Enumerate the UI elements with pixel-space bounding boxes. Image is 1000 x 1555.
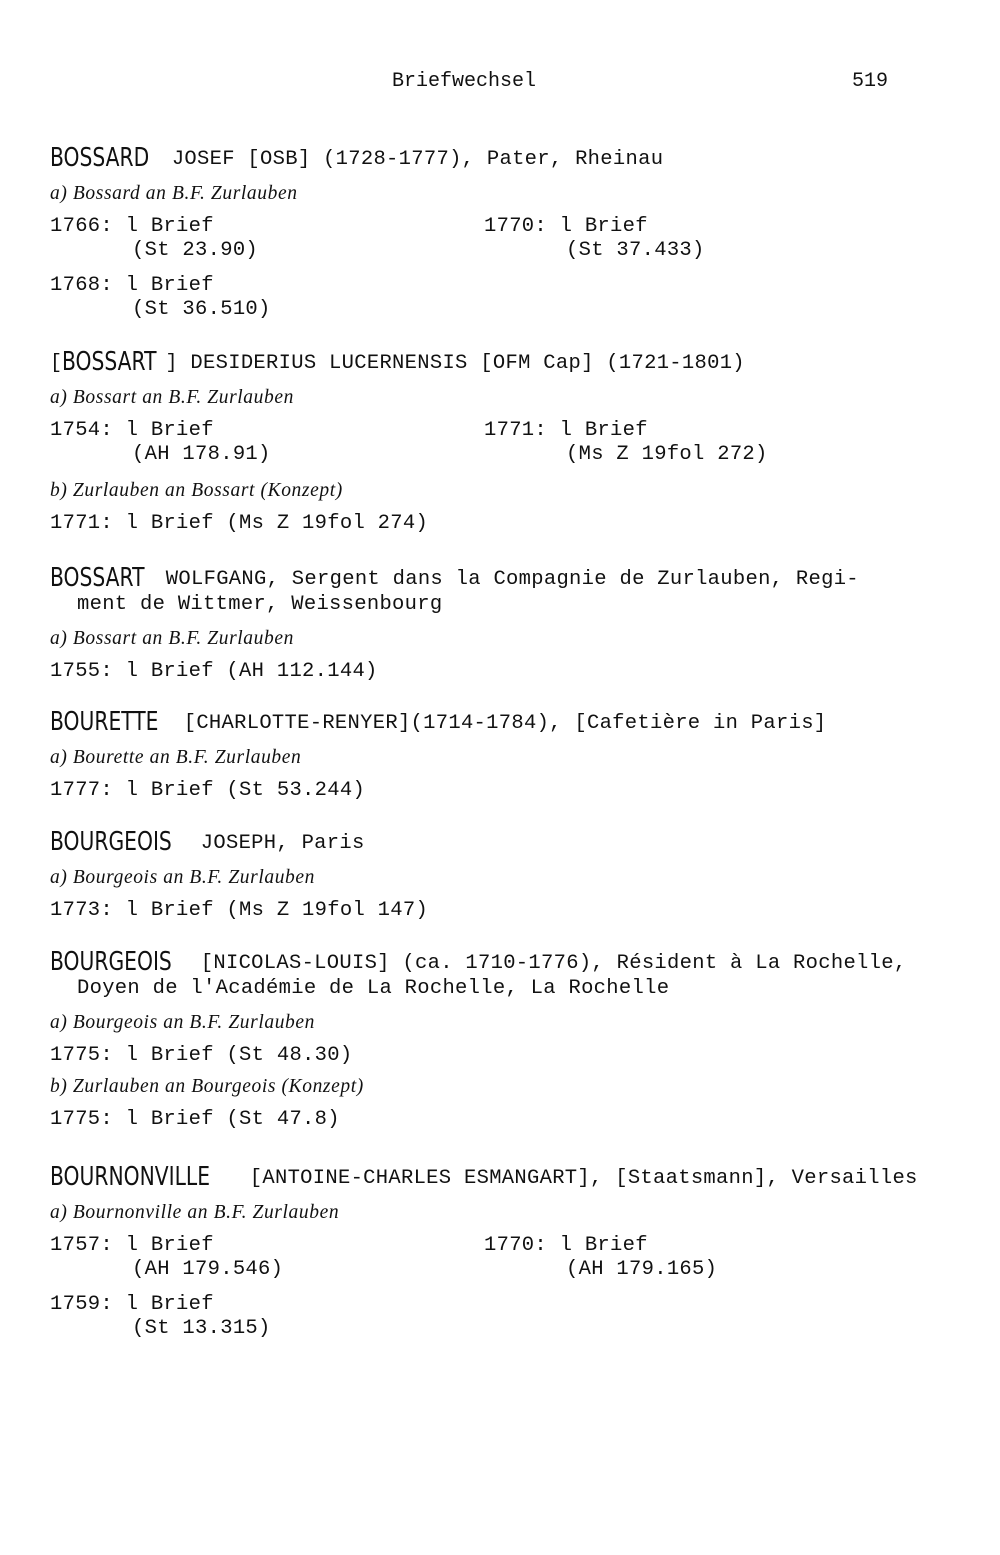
entry-details: WOLFGANG, Sergent dans la Compagnie de Zurlauben, Regi- xyxy=(153,568,859,591)
entry-bourgeois-joseph xyxy=(50,827,950,931)
entry-bourgeois-nicolas-louis xyxy=(50,947,950,1140)
letter-record xyxy=(50,1293,484,1341)
letter-year: 1754: l Brief xyxy=(50,419,214,442)
entry-bournonville xyxy=(50,1162,950,1352)
letter-record xyxy=(50,215,484,263)
entry-bossart-wolfgang xyxy=(50,563,950,692)
entry-details-continued: ment de Wittmer, Weissenbourg xyxy=(77,593,443,616)
letter-year: 1770: l Brief xyxy=(484,1234,648,1257)
entry-details: JOSEPH, Paris xyxy=(188,832,365,855)
letter-ref: (AH 179.546) xyxy=(132,1258,284,1281)
letter-year: 1759: l Brief xyxy=(50,1293,214,1316)
letter-year: 1768: l Brief xyxy=(50,274,214,297)
entry-heading xyxy=(50,143,950,173)
entry-name: BOURGEOIS xyxy=(50,827,172,857)
section-label: b) Zurlauben an Bossart (Konzept) xyxy=(50,480,343,501)
entry-name: BOURETTE xyxy=(50,707,159,737)
letter-ref: (St 13.315) xyxy=(132,1317,271,1340)
entry-heading xyxy=(50,707,950,737)
letters-grid xyxy=(50,215,950,333)
section-label: b) Zurlauben an Bourgeois (Konzept) xyxy=(50,1076,364,1097)
letter-ref: (Ms Z 19fol 272) xyxy=(566,443,768,466)
letter-record xyxy=(50,1234,484,1282)
letters-column-left xyxy=(50,215,484,333)
letter-ref: (AH 178.91) xyxy=(132,443,271,466)
entry-name: BOSSARD xyxy=(50,143,150,173)
letter-record: 1777: l Brief (St 53.244) xyxy=(50,779,366,802)
section-label: a) Bournonville an B.F. Zurlauben xyxy=(50,1202,340,1223)
letters-grid xyxy=(50,419,950,478)
letter-year: 1766: l Brief xyxy=(50,215,214,238)
entry-bossard-josef xyxy=(50,143,950,333)
section-label: a) Bossart an B.F. Zurlauben xyxy=(50,387,294,408)
entry-bossart-desiderius xyxy=(50,347,950,544)
running-title: Briefwechsel xyxy=(392,70,537,93)
entry-heading xyxy=(50,1162,950,1192)
letter-record xyxy=(484,215,918,263)
letter-year: 1770: l Brief xyxy=(484,215,648,238)
entry-details: [NICOLAS-LOUIS] (ca. 1710-1776), Résident à La Rochelle, xyxy=(188,952,907,975)
letters-column-right xyxy=(484,419,918,478)
section-label: a) Bourgeois an B.F. Zurlauben xyxy=(50,1012,315,1033)
entry-details: DESIDERIUS LUCERNENSIS [OFM Cap] (1721-1801) xyxy=(177,352,745,375)
letter-record: 1775: l Brief (St 48.30) xyxy=(50,1044,353,1067)
letter-ref: (St 23.90) xyxy=(132,239,259,262)
entry-name: BOURNONVILLE xyxy=(50,1162,211,1192)
entry-details: [CHARLOTTE-RENYER](1714-1784), [Cafetière in Paris] xyxy=(171,712,827,735)
letters-column-right xyxy=(484,1234,918,1352)
letter-record xyxy=(50,274,484,322)
letter-year: 1771: l Brief xyxy=(484,419,648,442)
entry-heading xyxy=(50,827,950,857)
letter-record xyxy=(484,419,918,467)
entry-bourette xyxy=(50,707,950,811)
letter-ref: (AH 179.165) xyxy=(566,1258,718,1281)
letter-ref: (St 36.510) xyxy=(132,298,271,321)
letter-record xyxy=(484,1234,918,1282)
bracket-close: ] xyxy=(165,352,178,375)
letter-record xyxy=(50,419,484,467)
letters-column-left xyxy=(50,1234,484,1352)
letter-ref: (St 37.433) xyxy=(566,239,705,262)
entry-details: [ANTOINE-CHARLES ESMANGART], [Staatsmann], Versailles xyxy=(237,1167,918,1190)
page-number: 519 xyxy=(852,70,889,93)
letters-grid xyxy=(50,1234,950,1352)
entry-details-continued: Doyen de l'Académie de La Rochelle, La Rochelle xyxy=(77,977,670,1000)
entry-heading xyxy=(50,347,950,377)
section-label: a) Bourette an B.F. Zurlauben xyxy=(50,747,302,768)
letter-record: 1755: l Brief (AH 112.144) xyxy=(50,660,378,683)
entry-name: BOSSART xyxy=(62,347,157,377)
section-label: a) Bossart an B.F. Zurlauben xyxy=(50,628,294,649)
entry-details: JOSEF [OSB] (1728-1777), Pater, Rheinau xyxy=(159,148,664,171)
entry-heading xyxy=(50,947,950,1001)
bracket-open: [ xyxy=(50,352,63,375)
letter-record: 1773: l Brief (Ms Z 19fol 147) xyxy=(50,899,429,922)
letters-column-right xyxy=(484,215,918,333)
entry-name: BOSSART xyxy=(50,563,145,593)
letter-year: 1757: l Brief xyxy=(50,1234,214,1257)
letter-record: 1775: l Brief (St 47.8) xyxy=(50,1108,340,1131)
entry-heading xyxy=(50,563,950,617)
letters-column-left xyxy=(50,419,484,478)
letter-record: 1771: l Brief (Ms Z 19fol 274) xyxy=(50,512,429,535)
entry-name: BOURGEOIS xyxy=(50,947,172,977)
section-label: a) Bossard an B.F. Zurlauben xyxy=(50,183,298,204)
section-label: a) Bourgeois an B.F. Zurlauben xyxy=(50,867,315,888)
